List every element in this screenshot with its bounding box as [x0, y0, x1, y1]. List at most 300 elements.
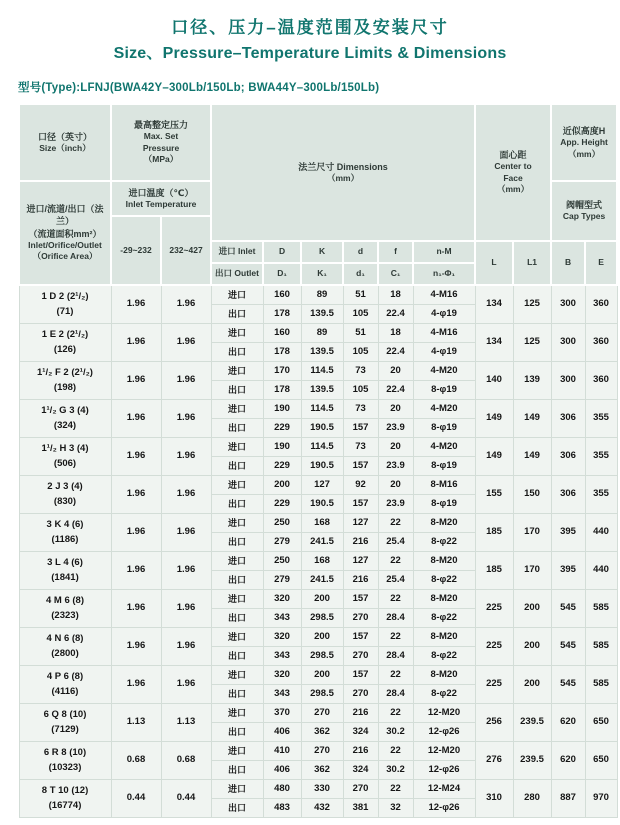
- header-max-set-pressure: [111, 104, 211, 181]
- pressure-high-temp-cell: 1.96: [161, 400, 211, 438]
- inlet-D-cell: 320: [263, 666, 301, 685]
- outlet-row-label: 出口: [211, 457, 263, 476]
- outlet-C1-cell: 23.9: [378, 457, 413, 476]
- inlet-K-cell: 168: [301, 514, 343, 533]
- inlet-row-label: 进口: [211, 552, 263, 571]
- size-label: 6 Q 8 (10): [43, 709, 87, 721]
- outlet-n1phi1-cell: 12-φ26: [413, 723, 475, 742]
- L-cell: 225: [475, 590, 513, 628]
- outlet-K1-cell: 432: [301, 799, 343, 818]
- inlet-K-cell: 127: [301, 476, 343, 495]
- L1-cell: 149: [513, 438, 551, 476]
- size-cell: [19, 438, 111, 476]
- pressure-high-temp-cell: 1.96: [161, 285, 211, 324]
- L-cell: 134: [475, 324, 513, 362]
- outlet-row-label: 出口: [211, 761, 263, 780]
- pressure-high-temp-cell: 1.96: [161, 590, 211, 628]
- pressure-low-temp-cell: 1.96: [111, 362, 161, 400]
- inlet-D-cell: 160: [263, 285, 301, 305]
- table-row-inlet: [19, 400, 617, 419]
- outlet-D1-cell: 229: [263, 495, 301, 514]
- table-row-inlet: [19, 362, 617, 381]
- pressure-low-temp-cell: 1.96: [111, 552, 161, 590]
- outlet-d1-cell: 216: [343, 533, 378, 552]
- inlet-row-label: 进口: [211, 324, 263, 343]
- table-row-inlet: [19, 628, 617, 647]
- inlet-d-cell: 73: [343, 400, 378, 419]
- inlet-K-cell: 89: [301, 324, 343, 343]
- inlet-K-cell: 89: [301, 285, 343, 305]
- outlet-n1phi1-cell: 8-φ22: [413, 533, 475, 552]
- E-cell: 360: [585, 285, 617, 324]
- E-cell: 355: [585, 438, 617, 476]
- E-cell: 355: [585, 476, 617, 514]
- header-flange-title: 法兰尺寸 Dimensions: [298, 161, 388, 172]
- orifice-area-label: (2323): [51, 609, 79, 621]
- outlet-D1-cell: 178: [263, 343, 301, 362]
- inlet-f-cell: 20: [378, 438, 413, 457]
- header-max-set-unit: （MPa）: [143, 154, 179, 165]
- header-temp-range-1: -29~232: [111, 216, 161, 285]
- header-io-en1: Inlet/Orifice/Outlet: [28, 239, 102, 250]
- header-col-L: L: [475, 241, 513, 285]
- pressure-high-temp-cell: 1.96: [161, 476, 211, 514]
- B-cell: 545: [551, 628, 585, 666]
- inlet-d-cell: 127: [343, 552, 378, 571]
- inlet-d-cell: 216: [343, 742, 378, 761]
- orifice-area-label: (10323): [48, 761, 82, 773]
- B-cell: 887: [551, 780, 585, 818]
- pressure-high-temp-cell: 0.68: [161, 742, 211, 780]
- inlet-K-cell: 114.5: [301, 362, 343, 381]
- E-cell: 650: [585, 704, 617, 742]
- outlet-d1-cell: 157: [343, 419, 378, 438]
- header-center-to-face: [475, 104, 551, 241]
- inlet-row-label: 进口: [211, 438, 263, 457]
- pressure-high-temp-cell: 1.96: [161, 324, 211, 362]
- size-cell: [19, 742, 111, 780]
- inlet-D-cell: 250: [263, 552, 301, 571]
- orifice-area-label: (1841): [51, 571, 79, 583]
- orifice-area-label: (324): [53, 419, 77, 431]
- outlet-C1-cell: 22.4: [378, 305, 413, 324]
- E-cell: 360: [585, 324, 617, 362]
- inlet-K-cell: 200: [301, 628, 343, 647]
- inlet-D-cell: 190: [263, 400, 301, 419]
- orifice-area-label: (7129): [51, 723, 79, 735]
- size-label: 1 D 2 (2¹/₂): [41, 291, 89, 303]
- outlet-D1-cell: 229: [263, 457, 301, 476]
- size-label: 4 N 6 (8): [46, 633, 84, 645]
- outlet-K1-cell: 298.5: [301, 685, 343, 704]
- B-cell: 395: [551, 514, 585, 552]
- L-cell: 225: [475, 628, 513, 666]
- outlet-n1phi1-cell: 8-φ22: [413, 609, 475, 628]
- pressure-low-temp-cell: 1.96: [111, 628, 161, 666]
- inlet-row-label: 进口: [211, 666, 263, 685]
- header-col-E: E: [585, 241, 617, 285]
- outlet-K1-cell: 362: [301, 761, 343, 780]
- B-cell: 306: [551, 476, 585, 514]
- orifice-area-label: (126): [53, 343, 77, 355]
- size-label: 1¹/₂ F 2 (2¹/₂): [37, 367, 93, 379]
- header-cap-types: [551, 181, 617, 241]
- pressure-high-temp-cell: 1.96: [161, 514, 211, 552]
- outlet-n1phi1-cell: 12-φ26: [413, 761, 475, 780]
- header-inlet-temp-zh: 进口温度（℃）: [128, 187, 194, 198]
- inlet-nM-cell: 4-M20: [413, 362, 475, 381]
- outlet-D1-cell: 178: [263, 305, 301, 324]
- L-cell: 134: [475, 285, 513, 324]
- outlet-d1-cell: 105: [343, 381, 378, 400]
- outlet-C1-cell: 30.2: [378, 723, 413, 742]
- pressure-high-temp-cell: 1.96: [161, 552, 211, 590]
- header-ctf-unit: （mm）: [496, 184, 530, 195]
- header-io-zh1: 进口/流道/出口（法兰）: [26, 204, 104, 227]
- outlet-row-label: 出口: [211, 305, 263, 324]
- header-col-L1: L1: [513, 241, 551, 285]
- header-ctf-en2: Face: [503, 172, 523, 183]
- inlet-f-cell: 22: [378, 552, 413, 571]
- inlet-row-label: 进口: [211, 400, 263, 419]
- header-dim-n1phi1: n₁-Φ₁: [413, 263, 475, 285]
- size-label: 6 R 8 (10): [43, 747, 87, 759]
- orifice-area-label: (198): [53, 381, 77, 393]
- inlet-D-cell: 250: [263, 514, 301, 533]
- size-cell: [19, 285, 111, 324]
- inlet-nM-cell: 8-M16: [413, 476, 475, 495]
- header-dim-D: D: [263, 241, 301, 263]
- outlet-n1phi1-cell: 8-φ19: [413, 495, 475, 514]
- L1-cell: 239.5: [513, 742, 551, 780]
- outlet-n1phi1-cell: 8-φ19: [413, 419, 475, 438]
- L1-cell: 125: [513, 324, 551, 362]
- size-cell: [19, 552, 111, 590]
- B-cell: 300: [551, 285, 585, 324]
- inlet-f-cell: 22: [378, 666, 413, 685]
- inlet-D-cell: 370: [263, 704, 301, 723]
- pressure-high-temp-cell: 1.96: [161, 438, 211, 476]
- inlet-d-cell: 270: [343, 780, 378, 799]
- outlet-K1-cell: 298.5: [301, 609, 343, 628]
- outlet-row-label: 出口: [211, 571, 263, 590]
- header-app-height: [551, 104, 617, 181]
- inlet-f-cell: 22: [378, 590, 413, 609]
- outlet-C1-cell: 25.4: [378, 571, 413, 590]
- header-dim-f: f: [378, 241, 413, 263]
- outlet-row-label: 出口: [211, 533, 263, 552]
- inlet-f-cell: 22: [378, 742, 413, 761]
- pressure-low-temp-cell: 1.96: [111, 400, 161, 438]
- outlet-d1-cell: 324: [343, 761, 378, 780]
- table-row-inlet: [19, 514, 617, 533]
- B-cell: 545: [551, 666, 585, 704]
- table-row-inlet: [19, 780, 617, 799]
- E-cell: 970: [585, 780, 617, 818]
- inlet-f-cell: 18: [378, 324, 413, 343]
- header-col-B: B: [551, 241, 585, 285]
- L1-cell: 170: [513, 514, 551, 552]
- size-label: 3 K 4 (6): [46, 519, 84, 531]
- L1-cell: 149: [513, 400, 551, 438]
- outlet-K1-cell: 190.5: [301, 495, 343, 514]
- outlet-row-label: 出口: [211, 799, 263, 818]
- inlet-row-label: 进口: [211, 476, 263, 495]
- pressure-high-temp-cell: 0.44: [161, 780, 211, 818]
- outlet-n1phi1-cell: 4-φ19: [413, 343, 475, 362]
- L1-cell: 150: [513, 476, 551, 514]
- table-row-inlet: [19, 590, 617, 609]
- header-cap-zh: 阀帽型式: [566, 200, 603, 211]
- inlet-D-cell: 160: [263, 324, 301, 343]
- inlet-K-cell: 270: [301, 704, 343, 723]
- outlet-D1-cell: 343: [263, 609, 301, 628]
- inlet-f-cell: 20: [378, 362, 413, 381]
- spec-table-body: [19, 285, 617, 818]
- inlet-row-label: 进口: [211, 590, 263, 609]
- size-cell: [19, 666, 111, 704]
- L1-cell: 125: [513, 285, 551, 324]
- outlet-D1-cell: 279: [263, 571, 301, 590]
- L1-cell: 170: [513, 552, 551, 590]
- inlet-D-cell: 170: [263, 362, 301, 381]
- header-inlet-orifice-outlet: [19, 181, 111, 285]
- header-inlet-row-label: 进口 Inlet: [211, 241, 263, 263]
- header-dim-nM: n-M: [413, 241, 475, 263]
- table-row-inlet: [19, 666, 617, 685]
- E-cell: 585: [585, 666, 617, 704]
- E-cell: 585: [585, 590, 617, 628]
- inlet-row-label: 进口: [211, 285, 263, 305]
- inlet-d-cell: 92: [343, 476, 378, 495]
- outlet-C1-cell: 22.4: [378, 381, 413, 400]
- header-dim-D1: D₁: [263, 263, 301, 285]
- inlet-f-cell: 20: [378, 400, 413, 419]
- size-label: 2 J 3 (4): [47, 481, 83, 493]
- pressure-high-temp-cell: 1.96: [161, 362, 211, 400]
- L-cell: 256: [475, 704, 513, 742]
- table-row-inlet: [19, 742, 617, 761]
- outlet-D1-cell: 343: [263, 647, 301, 666]
- inlet-D-cell: 410: [263, 742, 301, 761]
- inlet-nM-cell: 8-M20: [413, 552, 475, 571]
- L-cell: 149: [475, 438, 513, 476]
- pressure-low-temp-cell: 1.96: [111, 438, 161, 476]
- pressure-low-temp-cell: 1.96: [111, 666, 161, 704]
- outlet-D1-cell: 483: [263, 799, 301, 818]
- outlet-d1-cell: 105: [343, 343, 378, 362]
- B-cell: 306: [551, 400, 585, 438]
- orifice-area-label: (506): [53, 457, 77, 469]
- L-cell: 185: [475, 514, 513, 552]
- L1-cell: 200: [513, 628, 551, 666]
- size-cell: [19, 476, 111, 514]
- outlet-D1-cell: 406: [263, 761, 301, 780]
- inlet-K-cell: 200: [301, 590, 343, 609]
- inlet-K-cell: 270: [301, 742, 343, 761]
- outlet-n1phi1-cell: 12-φ26: [413, 799, 475, 818]
- spec-table: [18, 103, 618, 818]
- B-cell: 300: [551, 324, 585, 362]
- size-label: 4 P 6 (8): [46, 671, 84, 683]
- outlet-D1-cell: 178: [263, 381, 301, 400]
- inlet-f-cell: 22: [378, 780, 413, 799]
- outlet-D1-cell: 229: [263, 419, 301, 438]
- outlet-K1-cell: 362: [301, 723, 343, 742]
- table-row-inlet: [19, 552, 617, 571]
- size-label: 4 M 6 (8): [45, 595, 84, 607]
- pressure-low-temp-cell: 1.96: [111, 590, 161, 628]
- outlet-d1-cell: 105: [343, 305, 378, 324]
- outlet-d1-cell: 157: [343, 457, 378, 476]
- header-dim-C1: C₁: [378, 263, 413, 285]
- outlet-C1-cell: 28.4: [378, 685, 413, 704]
- outlet-row-label: 出口: [211, 343, 263, 362]
- model-type-line: 型号(Type):LFNJ(BWA42Y–300Lb/150Lb; BWA44Y–300Lb/150Lb): [18, 82, 380, 94]
- size-cell: [19, 400, 111, 438]
- outlet-K1-cell: 190.5: [301, 457, 343, 476]
- outlet-D1-cell: 279: [263, 533, 301, 552]
- size-cell: [19, 514, 111, 552]
- outlet-d1-cell: 270: [343, 647, 378, 666]
- header-cap-en: Cap Types: [562, 211, 606, 222]
- pressure-high-temp-cell: 1.13: [161, 704, 211, 742]
- outlet-n1phi1-cell: 8-φ19: [413, 381, 475, 400]
- outlet-row-label: 出口: [211, 647, 263, 666]
- inlet-row-label: 进口: [211, 742, 263, 761]
- outlet-n1phi1-cell: 4-φ19: [413, 305, 475, 324]
- pressure-high-temp-cell: 1.96: [161, 628, 211, 666]
- outlet-n1phi1-cell: 8-φ22: [413, 685, 475, 704]
- L1-cell: 239.5: [513, 704, 551, 742]
- outlet-d1-cell: 157: [343, 495, 378, 514]
- header-size: [19, 104, 111, 181]
- outlet-K1-cell: 298.5: [301, 647, 343, 666]
- outlet-K1-cell: 241.5: [301, 533, 343, 552]
- orifice-area-label: (71): [56, 305, 74, 317]
- header-dim-d: d: [343, 241, 378, 263]
- header-max-set-en1: Max. Set: [143, 131, 179, 142]
- header-ctf-zh: 面心距: [499, 150, 527, 161]
- orifice-area-label: (1186): [51, 533, 79, 545]
- L-cell: 310: [475, 780, 513, 818]
- outlet-n1phi1-cell: 8-φ22: [413, 571, 475, 590]
- size-cell: [19, 780, 111, 818]
- inlet-nM-cell: 4-M16: [413, 285, 475, 305]
- inlet-D-cell: 480: [263, 780, 301, 799]
- L-cell: 185: [475, 552, 513, 590]
- size-label: 1¹/₂ G 3 (4): [41, 405, 89, 417]
- inlet-d-cell: 216: [343, 704, 378, 723]
- header-max-set-zh: 最高整定压力: [134, 120, 189, 131]
- inlet-K-cell: 168: [301, 552, 343, 571]
- header-inlet-temperature: [111, 181, 211, 216]
- outlet-K1-cell: 190.5: [301, 419, 343, 438]
- inlet-d-cell: 73: [343, 362, 378, 381]
- pressure-low-temp-cell: 1.96: [111, 514, 161, 552]
- table-row-inlet: [19, 324, 617, 343]
- inlet-K-cell: 114.5: [301, 400, 343, 419]
- inlet-nM-cell: 8-M20: [413, 628, 475, 647]
- inlet-nM-cell: 8-M20: [413, 590, 475, 609]
- inlet-d-cell: 157: [343, 666, 378, 685]
- inlet-K-cell: 200: [301, 666, 343, 685]
- outlet-C1-cell: 23.9: [378, 419, 413, 438]
- B-cell: 545: [551, 590, 585, 628]
- size-label: 1 E 2 (2¹/₂): [41, 329, 89, 341]
- outlet-row-label: 出口: [211, 381, 263, 400]
- header-height-unit: （mm）: [567, 148, 601, 159]
- orifice-area-label: (4116): [51, 685, 79, 697]
- outlet-D1-cell: 406: [263, 723, 301, 742]
- L-cell: 149: [475, 400, 513, 438]
- header-inlet-temp-en: Inlet Temperature: [125, 198, 197, 209]
- header-io-zh2: （流道面积mm²）: [28, 228, 102, 239]
- size-cell: [19, 704, 111, 742]
- header-dim-d1: d₁: [343, 263, 378, 285]
- pressure-low-temp-cell: 0.68: [111, 742, 161, 780]
- orifice-area-label: (16774): [48, 799, 82, 811]
- inlet-row-label: 进口: [211, 628, 263, 647]
- inlet-f-cell: 22: [378, 628, 413, 647]
- outlet-d1-cell: 216: [343, 571, 378, 590]
- outlet-K1-cell: 139.5: [301, 305, 343, 324]
- E-cell: 440: [585, 514, 617, 552]
- outlet-K1-cell: 139.5: [301, 343, 343, 362]
- inlet-D-cell: 320: [263, 590, 301, 609]
- outlet-d1-cell: 324: [343, 723, 378, 742]
- E-cell: 440: [585, 552, 617, 590]
- outlet-K1-cell: 139.5: [301, 381, 343, 400]
- inlet-nM-cell: 4-M20: [413, 438, 475, 457]
- outlet-d1-cell: 270: [343, 685, 378, 704]
- inlet-d-cell: 157: [343, 628, 378, 647]
- inlet-nM-cell: 4-M20: [413, 400, 475, 419]
- L1-cell: 280: [513, 780, 551, 818]
- L1-cell: 139: [513, 362, 551, 400]
- outlet-C1-cell: 30.2: [378, 761, 413, 780]
- inlet-D-cell: 200: [263, 476, 301, 495]
- header-height-en: App. Height: [560, 137, 608, 148]
- outlet-C1-cell: 23.9: [378, 495, 413, 514]
- inlet-d-cell: 51: [343, 285, 378, 305]
- inlet-K-cell: 330: [301, 780, 343, 799]
- page-title-zh: 口径、压力–温度范围及安装尺寸: [171, 18, 449, 37]
- outlet-row-label: 出口: [211, 723, 263, 742]
- header-flange-dimensions: [211, 104, 475, 241]
- header-dim-K1: K₁: [301, 263, 343, 285]
- E-cell: 650: [585, 742, 617, 780]
- L1-cell: 200: [513, 590, 551, 628]
- size-cell: [19, 324, 111, 362]
- outlet-D1-cell: 343: [263, 685, 301, 704]
- outlet-d1-cell: 381: [343, 799, 378, 818]
- inlet-nM-cell: 8-M20: [413, 666, 475, 685]
- size-cell: [19, 590, 111, 628]
- size-label: 8 T 10 (12): [41, 785, 89, 797]
- header-ctf-en1: Center to: [494, 161, 532, 172]
- size-cell: [19, 628, 111, 666]
- inlet-nM-cell: 4-M16: [413, 324, 475, 343]
- B-cell: 620: [551, 704, 585, 742]
- outlet-C1-cell: 22.4: [378, 343, 413, 362]
- page-title-en: Size、Pressure–Temperature Limits & Dimensions: [113, 45, 507, 62]
- pressure-low-temp-cell: 1.96: [111, 285, 161, 324]
- E-cell: 355: [585, 400, 617, 438]
- table-row-inlet: [19, 285, 617, 305]
- inlet-row-label: 进口: [211, 362, 263, 381]
- outlet-C1-cell: 32: [378, 799, 413, 818]
